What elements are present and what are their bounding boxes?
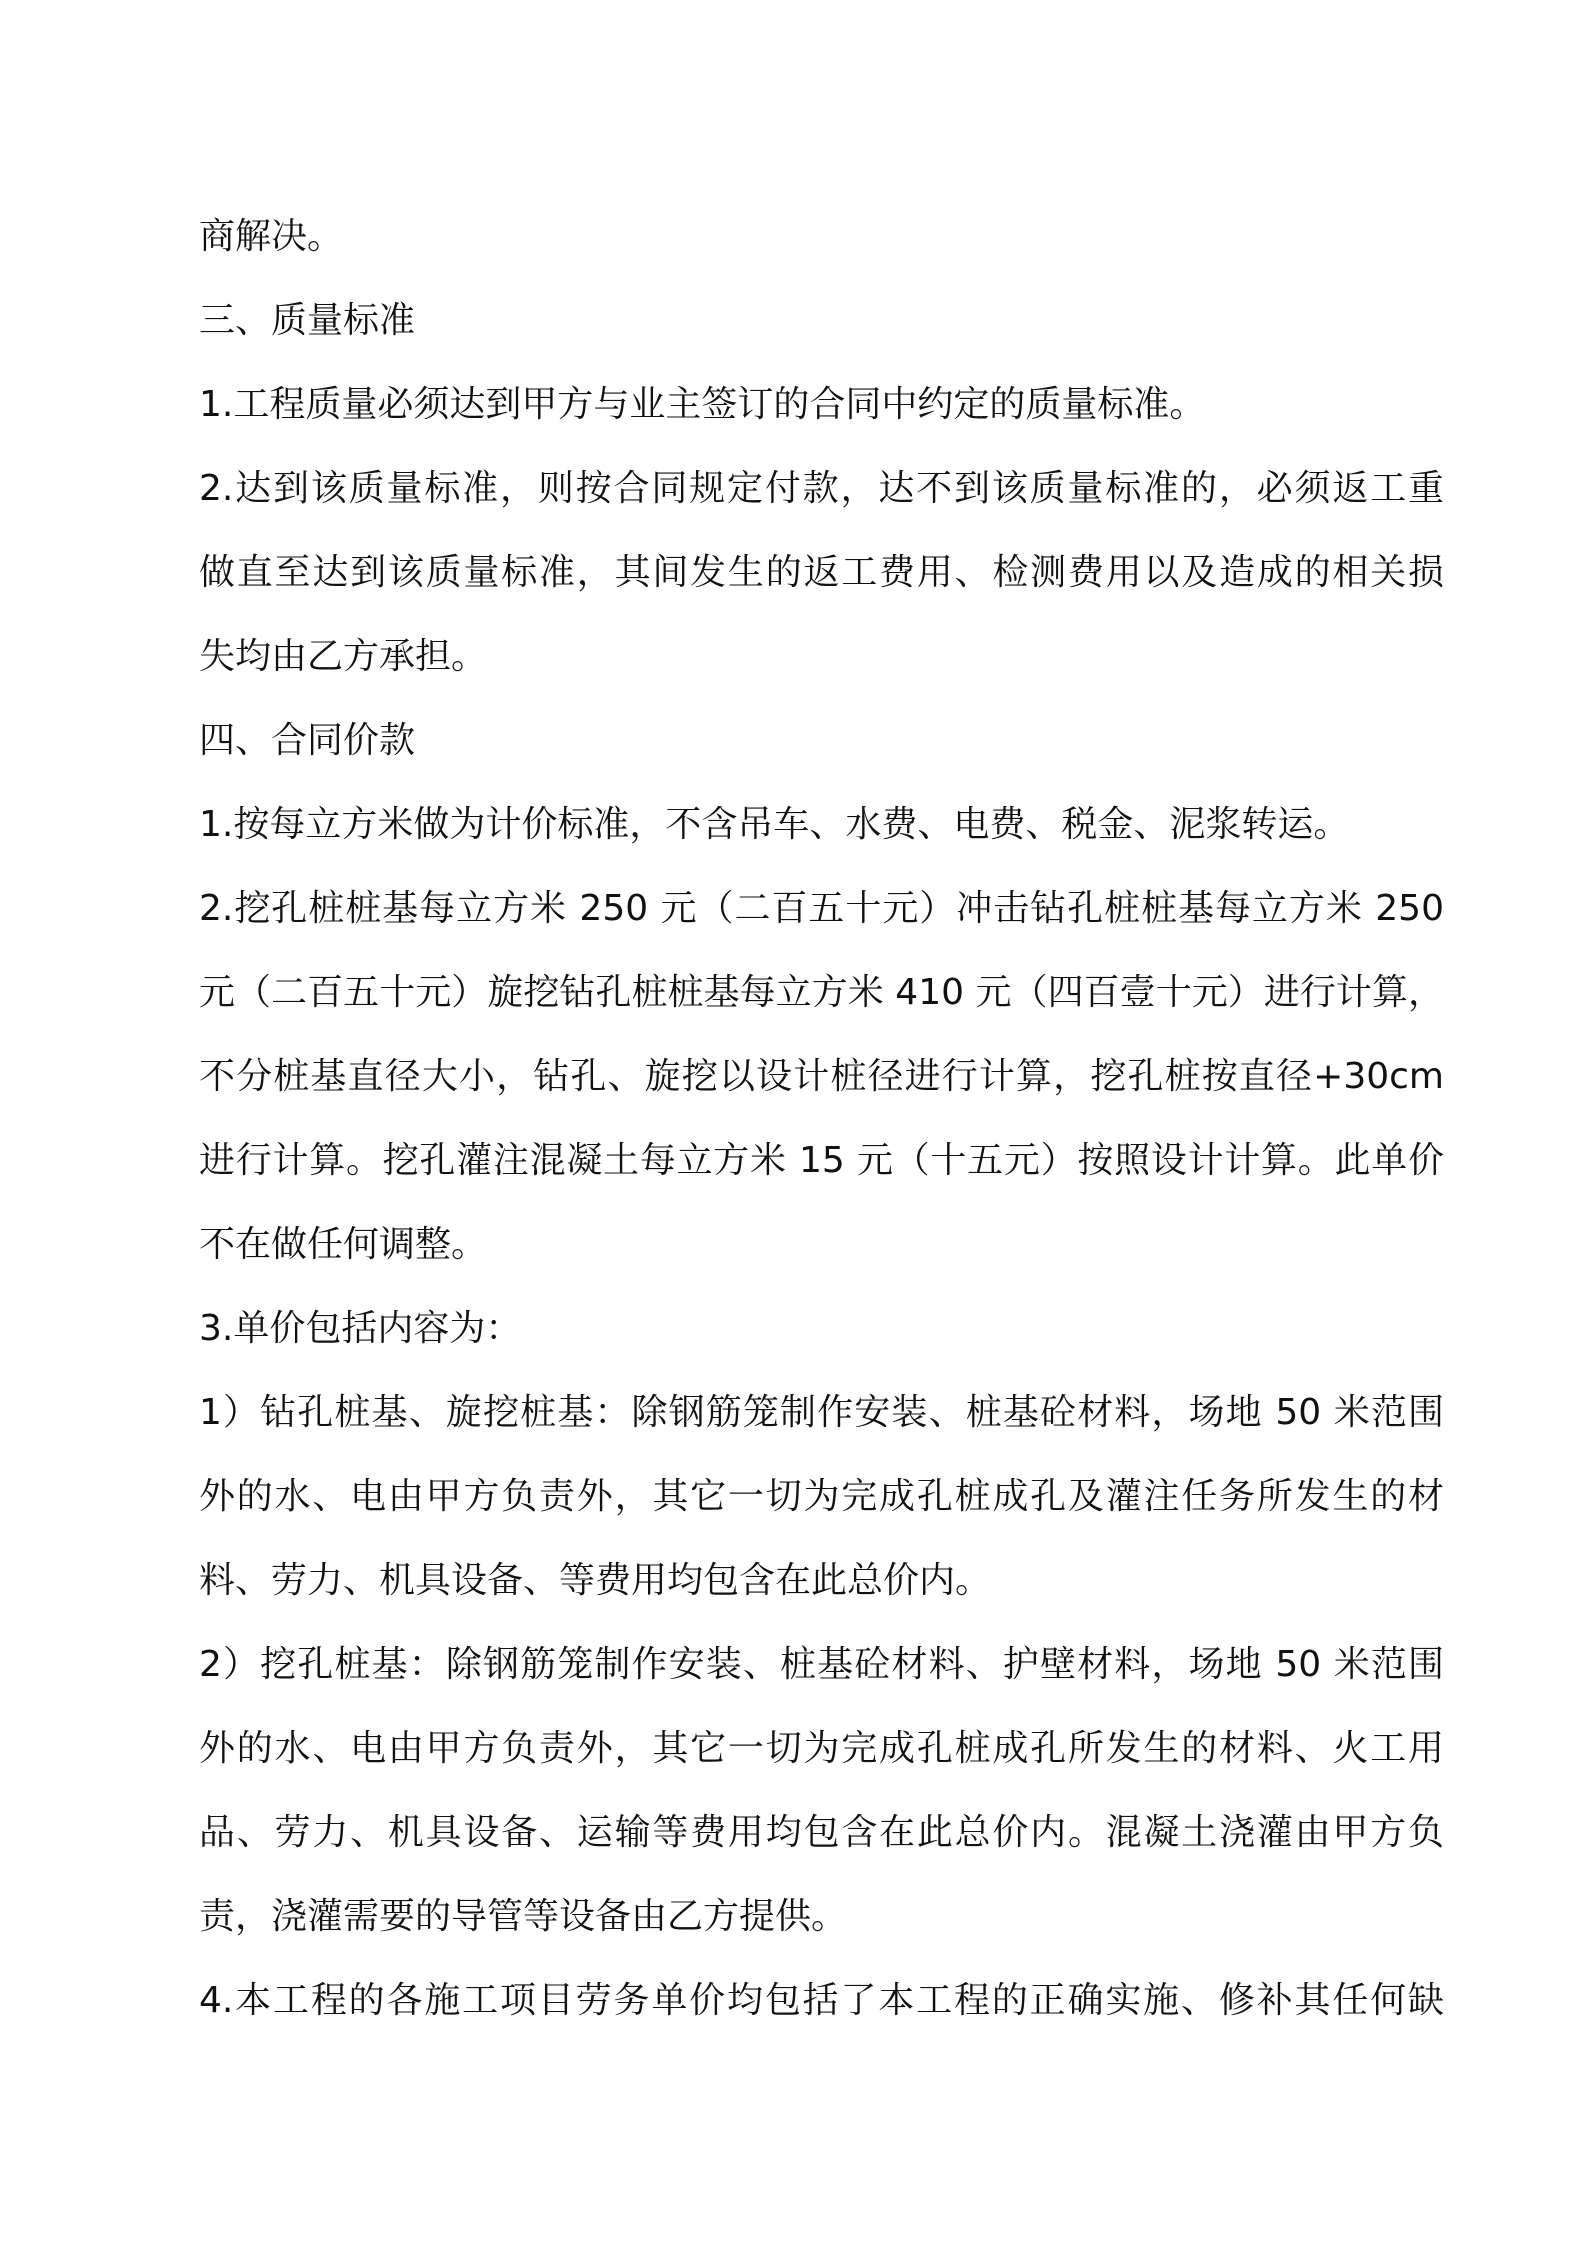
text-line: 外的水、电由甲方负责外，其它一切为完成孔桩成孔所发生的材料、火工用 [199,1728,1444,1769]
text-line: 商解决。 [199,216,344,257]
text-line: 外的水、电由甲方负责外，其它一切为完成孔桩成孔及灌注任务所发生的材 [199,1476,1444,1517]
text-line: 不分桩基直径大小，钻孔、旋挖以设计桩径进行计算，挖孔桩按直径+30cm [199,1056,1444,1097]
text-line: 进行计算。挖孔灌注混凝土每立方米 15 元（十五元）按照设计计算。此单价 [199,1140,1444,1181]
text-line: 不在做任何调整。 [199,1224,488,1265]
text-line: 品、劳力、机具设备、运输等费用均包含在此总价内。混凝土浇灌由甲方负 [199,1812,1444,1853]
text-line: 2.挖孔桩桩基每立方米 250 元（二百五十元）冲击钻孔桩桩基每立方米 250 [199,888,1444,929]
text-line: 做直至达到该质量标准，其间发生的返工费用、检测费用以及造成的相关损 [199,552,1444,593]
text-line: 料、劳力、机具设备、等费用均包含在此总价内。 [199,1560,992,1601]
text-line: 元（二百五十元）旋挖钻孔桩桩基每立方米 410 元（四百壹十元）进行计算， [199,972,1444,1013]
text-line: 3.单价包括内容为： [199,1308,522,1349]
text-line: 4.本工程的各施工项目劳务单价均包括了本工程的正确实施、修补其任何缺 [199,1980,1444,2021]
text-line: 失均由乙方承担。 [199,636,488,677]
text-line: 责，浇灌需要的导管等设备由乙方提供。 [199,1896,848,1937]
section-heading-quality-standard: 三、质量标准 [199,300,416,341]
section-heading-contract-price: 四、合同价款 [199,720,416,761]
document-body [199,195,1444,2043]
text-line: 2）挖孔桩基：除钢筋笼制作安装、桩基砼材料、护壁材料，场地 50 米范围 [199,1644,1444,1685]
text-line: 1.按每立方米做为计价标准，不含吊车、水费、电费、税金、泥浆转运。 [199,804,1350,845]
text-line: 1.工程质量必须达到甲方与业主签订的合同中约定的质量标准。 [199,384,1206,425]
text-line: 1）钻孔桩基、旋挖桩基：除钢筋笼制作安装、桩基砼材料，场地 50 米范围 [199,1392,1444,1433]
text-line: 2.达到该质量标准，则按合同规定付款，达不到该质量标准的，必须返工重 [199,468,1444,509]
